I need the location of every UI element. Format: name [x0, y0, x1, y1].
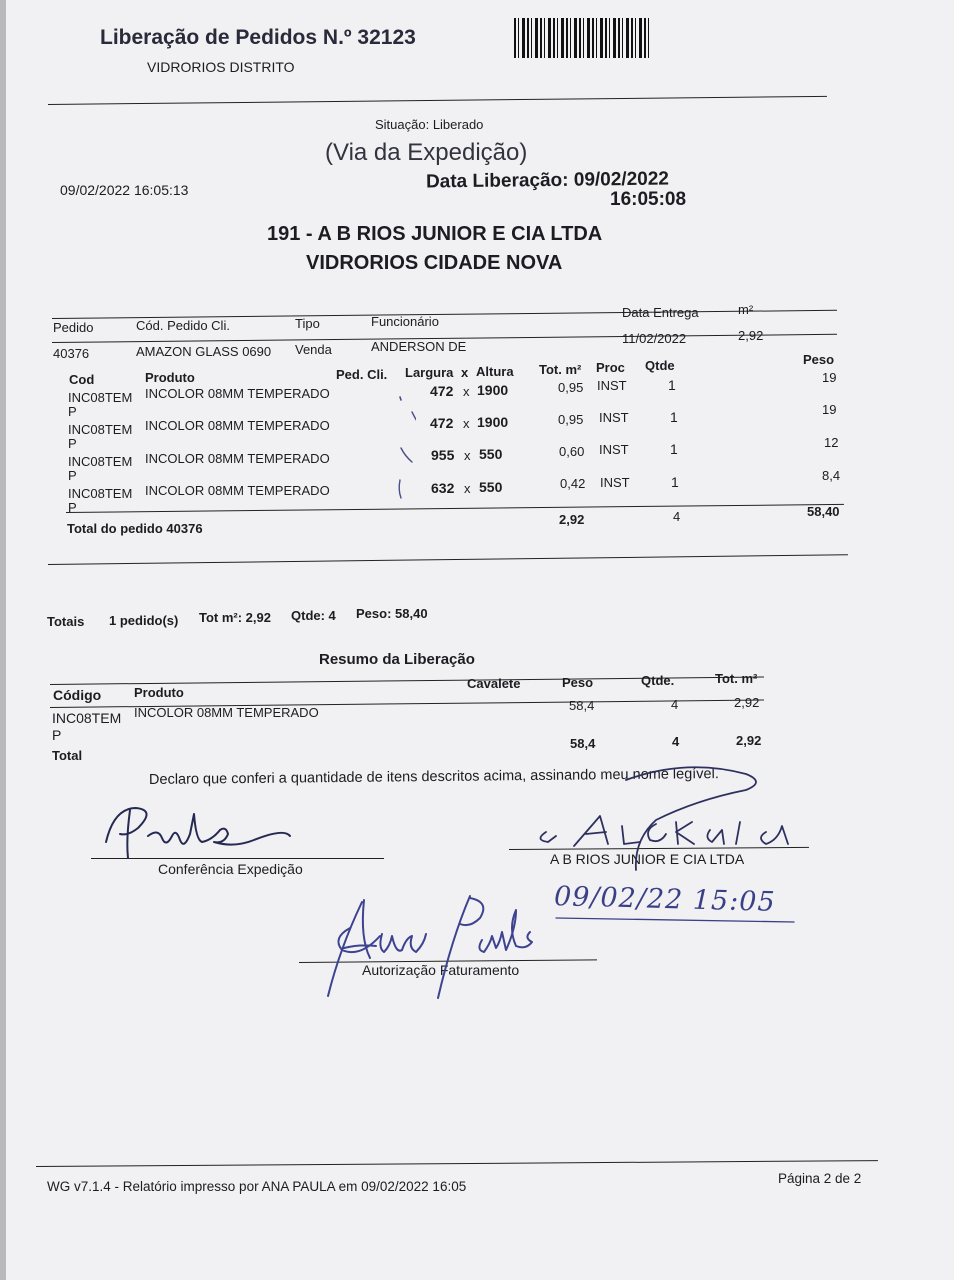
item-altura: 550	[479, 446, 503, 462]
col-tipo-label: Tipo	[295, 316, 320, 331]
item-cod-suffix: P	[68, 500, 77, 515]
cliente-label: A B RIOS JUNIOR E CIA LTDA	[550, 851, 745, 867]
order-funcionario: ANDERSON DE	[371, 339, 467, 354]
item-proc: INST	[599, 442, 629, 457]
data-liberacao-label: Data Liberação:	[425, 169, 569, 193]
summary-col-cavalete: Cavalete	[467, 676, 521, 691]
item-qtde: 1	[668, 377, 676, 393]
conferencia-label: Conferência Expedição	[158, 861, 303, 877]
company-name: VIDRORIOS DISTRITO	[147, 59, 295, 75]
item-qtde: 1	[671, 474, 679, 490]
items-col-cod: Cod	[69, 372, 95, 387]
order-number: 40376	[53, 346, 90, 361]
client-name: 191 - A B RIOS JUNIOR E CIA LTDA	[267, 223, 603, 245]
item-produto: INCOLOR 08MM TEMPERADO	[145, 418, 330, 433]
totals-peso: Peso: 58,40	[356, 606, 428, 621]
summary-col-qtde: Qtde.	[641, 673, 675, 688]
handwritten-datetime: 09/02/22 15:05	[553, 881, 777, 918]
items-col-qtde: Qtde	[645, 358, 675, 373]
order-total-m2: 2,92	[559, 512, 585, 527]
summary-row-qtde: 4	[671, 697, 679, 712]
item-peso: 8,4	[822, 468, 841, 483]
summary-row-produto: INCOLOR 08MM TEMPERADO	[134, 705, 319, 720]
item-largura: 472	[430, 383, 454, 399]
summary-title: Resumo da Liberação	[319, 651, 475, 668]
item-peso: 12	[824, 435, 839, 450]
items-col-ped-cli: Ped. Cli.	[336, 367, 388, 382]
summary-col-codigo: Código	[53, 687, 102, 703]
col-data-entrega-label: Data Entrega	[622, 305, 699, 320]
item-x: x	[463, 384, 470, 399]
item-cod-suffix: P	[68, 468, 77, 483]
item-proc: INST	[600, 475, 630, 490]
order-total-label: Total do pedido 40376	[67, 521, 203, 536]
summary-col-produto: Produto	[134, 685, 184, 700]
summary-total-peso: 58,4	[570, 736, 596, 751]
summary-total-label: Total	[52, 748, 83, 763]
item-cod-suffix: P	[68, 436, 77, 451]
item-proc: INST	[599, 410, 629, 425]
summary-row-codigo: INC08TEM	[52, 710, 122, 726]
footer-divider	[36, 1160, 878, 1167]
summary-total-qtde: 4	[672, 734, 680, 749]
totals-qtde: Qtde: 4	[291, 608, 336, 623]
item-peso: 19	[822, 370, 837, 385]
item-cod-suffix: P	[68, 404, 77, 419]
items-col-peso: Peso	[803, 352, 835, 367]
item-largura: 472	[430, 415, 454, 431]
totals-m2: Tot m²: 2,92	[199, 610, 271, 625]
items-col-x: x	[461, 365, 469, 380]
via-text: (Via da Expedição)	[325, 139, 528, 166]
item-altura: 550	[479, 479, 503, 495]
col-m2-label: m²	[738, 302, 754, 317]
order-m2: 2,92	[738, 328, 764, 343]
col-funcionario-label: Funcionário	[371, 314, 439, 329]
autorizacao-label: Autorização Faturamento	[362, 962, 520, 978]
item-peso: 19	[822, 402, 837, 417]
item-cod: INC08TEM	[68, 390, 133, 405]
item-altura: 1900	[477, 382, 509, 398]
order-total-qtde: 4	[673, 509, 681, 524]
item-qtde: 1	[670, 441, 678, 457]
divider	[48, 554, 848, 565]
summary-col-peso: Peso	[562, 675, 594, 690]
signature-cliente	[526, 760, 816, 880]
items-col-proc: Proc	[596, 360, 625, 375]
summary-row-peso: 58,4	[569, 698, 595, 713]
item-x: x	[463, 416, 470, 431]
printed-at: 09/02/2022 16:05:13	[60, 182, 189, 198]
item-proc: INST	[597, 378, 627, 393]
declaration-text: Declaro que conferi a quantidade de itens descritos acima, assinando meu nome legível.	[148, 766, 719, 788]
items-col-altura: Altura	[476, 364, 514, 379]
item-produto: INCOLOR 08MM TEMPERADO	[145, 451, 330, 466]
totals-label: Totais	[47, 614, 85, 629]
item-cod: INC08TEM	[68, 486, 133, 501]
order-total-peso: 58,40	[807, 504, 840, 519]
barcode	[514, 18, 650, 58]
divider	[66, 504, 844, 513]
item-tot-m2: 0,95	[558, 380, 584, 395]
item-tot-m2: 0,42	[560, 476, 586, 491]
signature-paulo	[94, 800, 314, 870]
item-tot-m2: 0,95	[558, 412, 584, 427]
item-cod: INC08TEM	[68, 422, 133, 437]
data-liberacao-date: 09/02/2022	[573, 168, 670, 191]
item-tot-m2: 0,60	[559, 444, 585, 459]
summary-total-tot-m2: 2,92	[736, 733, 762, 748]
totals-pedidos: 1 pedido(s)	[109, 613, 179, 628]
item-produto: INCOLOR 08MM TEMPERADO	[145, 483, 330, 498]
footer-report-info: WG v7.1.4 - Relatório impresso por ANA PAULA em 09/02/2022 16:05	[47, 1179, 467, 1194]
item-x: x	[464, 448, 471, 463]
handwritten-underline	[554, 912, 804, 926]
item-cod: INC08TEM	[68, 454, 133, 469]
order-data-entrega: 11/02/2022	[622, 331, 687, 346]
summary-row-codigo-suffix: P	[52, 727, 62, 743]
order-cod-cliente: AMAZON GLASS 0690	[136, 344, 272, 359]
order-tipo: Venda	[295, 342, 332, 357]
col-cod-pedido-cli-label: Cód. Pedido Cli.	[136, 318, 230, 333]
data-liberacao-time: 16:05:08	[610, 189, 687, 210]
item-x: x	[464, 481, 471, 496]
item-produto: INCOLOR 08MM TEMPERADO	[145, 386, 330, 401]
page-number: Página 2 de 2	[778, 1171, 862, 1186]
summary-col-tot-m2: Tot. m²	[715, 671, 758, 686]
document-page	[6, 0, 954, 1280]
items-col-largura: Largura	[405, 365, 454, 380]
pen-tick-marks	[386, 390, 416, 510]
summary-row-tot-m2: 2,92	[734, 695, 760, 710]
item-largura: 955	[431, 447, 455, 463]
item-qtde: 1	[670, 409, 678, 425]
divider	[48, 96, 827, 105]
col-pedido-label: Pedido	[53, 320, 94, 335]
situacao-text: Situação: Liberado	[375, 117, 484, 132]
item-largura: 632	[431, 480, 455, 496]
item-altura: 1900	[477, 414, 509, 430]
client-branch: VIDRORIOS CIDADE NOVA	[306, 252, 563, 274]
items-col-tot-m2: Tot. m²	[539, 362, 582, 377]
signature-ana-paula	[320, 888, 550, 1008]
items-col-produto: Produto	[145, 370, 195, 385]
document-title: Liberação de Pedidos N.º 32123	[100, 26, 416, 49]
